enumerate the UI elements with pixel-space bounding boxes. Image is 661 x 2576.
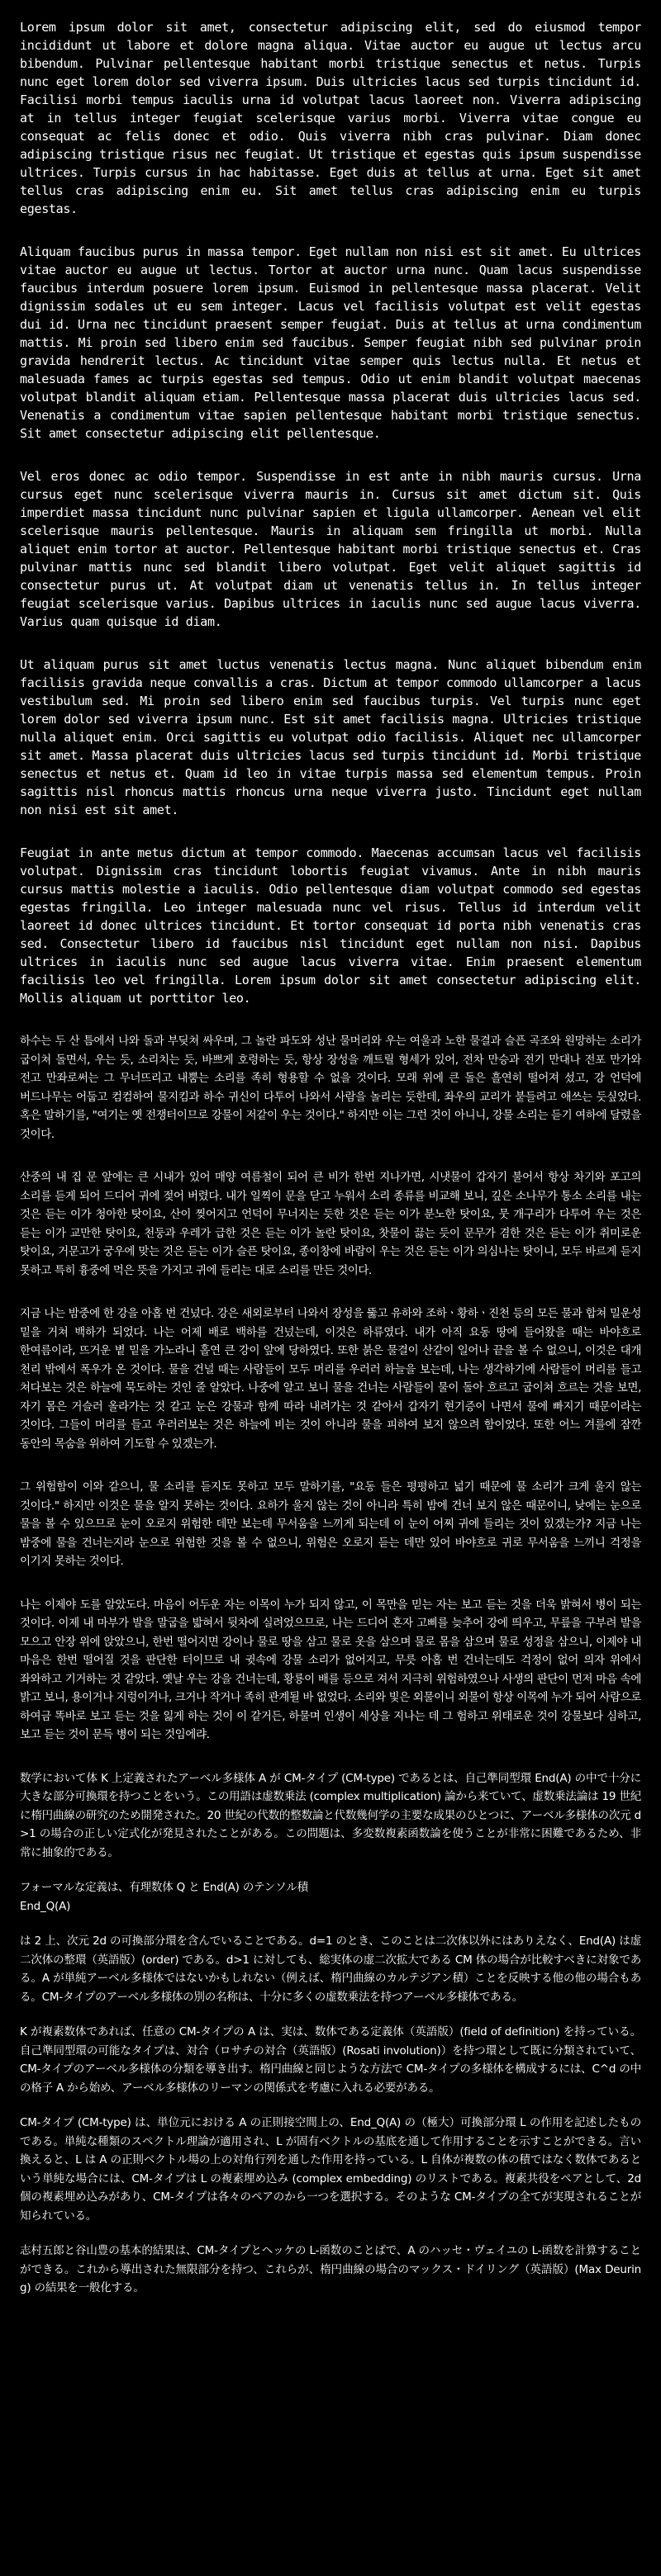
paragraph-japanese-3: は 2 上、次元 2d の可換部分環を含んでいることである。d=1 のとき、このことは二次体以外にはありえなく、End(A) は虚二次体の整環（英語版）(order) である。d>1 に対しても、総実体の虚二次拡大である CM 体の場合が比較すべきに対象である。A が単純アーベル多様体ではないかもしれない（例えば、楕円曲線のカルテジアン積）ことを反映する他の他の場合もある。CM-タイプのアーベル多様体の別の名称は、十分に多くの虚数乗法を持つアーベル多様体である。 [20, 1934, 641, 2004]
paragraph-latin-5: Feugiat in ante metus dictum at tempor commodo. Maecenas accumsan lacus vel facilisis volutpat. Dignissim cras tincidunt lobortis feugiat vivamus. Ante in nibh mauris cursus mattis molestie a iaculis. Odio pellentesque diam volutpat commodo sed egestas egestas fringilla. Leo integer malesuada nunc vel risus. Tellus id interdum velit laoreet id donec ultrices tincidunt. Et tortor consequat id porta nibh venenatis cras sed. Consectetur libero id faucibus nisl tincidunt eget nullam non nisi. Dapibus ultrices in iaculis nunc sed augue lacus viverra vitae. Enim praesent elementum facilisis leo vel fringilla. Lorem ipsum dolor sit amet consectetur adipiscing elit. Mollis aliquam ut porttitor leo. [20, 845, 641, 1006]
paragraph-korean-4: 그 위험함이 이와 같으니, 물 소리를 듣지도 못하고 모두 말하기를, "요동 들은 평평하고 넓기 때문에 물 소리가 크게 울지 않는 것이다." 하지만 이것은 물을 알지 못하는 것이다. 요하가 울지 않는 것이 아니라 특히 밤에 건너 보지 않은 때문이니, 낮에는 눈으로 물을 볼 수 있으므로 눈이 오로지 위험한 데만 보는데 무서움을 느끼게 되는데 이 눈이 어찌 귀에 들리는 것이 있겠는가? 지금 나는 밤중에 물을 건너는지라 눈으로 위험한 것을 볼 수 없으니, 위험은 오로지 듣는 데만 있어 바야흐로 귀로 무서움을 느끼니 걱정을 이기지 못하는 것이다. [20, 1480, 641, 1568]
paragraph-korean-3: 지금 나는 밤중에 한 강을 아홉 번 건넜다. 강은 새외로부터 나와서 장성을 뚫고 유하와 조하ㆍ황하ㆍ진천 등의 모든 물과 합쳐 밀운성 밑을 거쳐 백하가 되었다. 나는 어제 배로 백하를 건넜는데, 이것은 하류였다. 내가 아직 요동 땅에 들어왔을 때는 바야흐로 한여름이라, 뜨거운 볕 밑을 가노라니 홀연 큰 강이 앞에 당하였다. 또한 붉은 물결이 산같이 일어나 끝을 볼 수 없으니, 이것은 대개 천리 밖에서 폭우가 온 것이다. 물을 건널 때는 사람들이 모두 머리를 우러러 하늘을 보는데, 나는 생각하기에 사람들이 머리를 들고 쳐다보는 것은 하늘에 묵도하는 것인 줄 알았다. 나중에 알고 보니 물을 건너는 사람들이 물이 돌아 흐르고 굽이쳐 흐르는 것을 보면, 자기 몸은 거슬러 올라가는 것 같고 눈은 강물과 함께 따라 내려가는 것 같아서 갑자기 현기증이 나면서 물에 빠지기 때문이라는 것이다. 그들이 머리를 들고 우러러보는 것은 하늘에 비는 것이 아니라 물을 피하여 보지 않으려 함이었다. 또한 어느 겨를에 잠깐 동안의 목숨을 위하여 기도할 수 있겠는가. [20, 1307, 641, 1451]
paragraph-korean-2: 산중의 내 집 문 앞에는 큰 시내가 있어 매양 여름철이 되어 큰 비가 한번 지나가면, 시냇물이 갑자기 불어서 항상 차기와 포고의 소리를 듣게 되어 드디어 귀에 젖어 버렸다. 내가 일찍이 문을 닫고 누워서 소리 종류를 비교해 보니, 깊은 소나무가 통소 소리를 내는 것은 듣는 이가 청아한 탓이요, 산이 찢어지고 언덕이 무너지는 듯한 것은 듣는 이가 분노한 탓이요, 뭇 개구리가 다투어 우는 것은 듣는 이가 교만한 탓이요, 천둥과 우레가 급한 것은 듣는 이가 놀란 탓이요, 찻물이 끓는 듯이 문무가 겸한 것은 듣는 이가 취미로운 탓이요, 거문고가 궁우에 맞는 것은 듣는 이가 슬픈 탓이요, 종이창에 바람이 우는 것은 듣는 이가 의심나는 탓이니, 모두 바르게 듣지 못하고 특히 흉중에 먹은 뜻을 가지고 귀에 들리는 대로 소리를 만든 것이다. [20, 1171, 641, 1277]
paragraph-japanese-5: CM-タイプ (CM-type) は、単位元における A の正則接空間上の、End_Q(A) の（極大）可換部分環 L の作用を記述したものである。単純な種類のスペクトル理論が適用され、L が固有ベクトルの基底を通して作用することを示すことができる。言い換えると、L は A の正則ベクトル場の上の対角行列を通した作用を持っている。L 自体が複数の体の積ではなく数体であるという単純な場合には、CM-タイプは L の複素埋め込み (complex embedding) のリストである。複素共役をペアとして、2d 個の複素埋め込みがあり、CM-タイプは各々のペアのから一つを選択する。そのような CM-タイプの全てが実現されることが知られている。 [20, 2116, 641, 2223]
paragraph-korean-5: 나는 이제야 도를 알았도다. 마음이 어두운 자는 이목이 누가 되지 않고, 이 목만을 믿는 자는 보고 듣는 것을 더욱 밝혀서 병이 되는 것이다. 이제 내 마부가 발을 말굽을 밟혀서 뒷차에 실려었으므로, 나는 드디어 혼자 고삐를 늦추어 강에 띄우고, 무릎을 구부려 발을 모으고 안장 위에 앉았으니, 한번 떨어지면 강이나 물로 땅을 삼고 물로 옷을 삼으며 물로 몸을 삼으며 물로 성정을 삼으니, 이제야 내 마음은 한번 떨어질 것을 판단한 터이므로 내 귓속에 강물 소리가 없어지고, 무릇 아홉 번 건너는데도 걱정이 없어 의자 위에서 좌와하고 기거하는 것 같았다. 옛날 우는 강을 건너는데, 황룡이 배를 등으로 져서 지극히 위험하였으나 사생의 판단이 먼저 마음 속에 밝고 보니, 용이거나 지렁이거나, 크거나 작거나 족히 관계될 바 없었다. 소리와 빛은 외물이니 외물이 항상 이목에 누가 되어 사람으로 하여금 똑바로 보고 듣는 것을 잃게 하는 것이 이 같거든, 하물며 인생이 세상을 지나는 데 그 험하고 위태로운 것이 강물보다 심하고, 보고 듣는 것이 문득 병이 되는 것임에랴. [20, 1598, 641, 1741]
paragraph-japanese-4: K が複素数体であれば、任意の CM-タイプの A は、実は、数体である定義体（英語版）(field of definition) を持っている。自己準同型環の可能なタイプは、対合（ロサチの対合（英語版）(Rosati involution)）を持つ環として既に分類されていて、CM-タイプのアーベル多様体の分類を導き出す。楕円曲線と同じような方法で CM-タイプの多様体を構成するには、C^d の中の格子 A から始め、アーベル多様体のリーマンの関係式を考慮に入れる必要がある。 [20, 2025, 641, 2095]
paragraph-latin-1: Lorem ipsum dolor sit amet, consectetur adipiscing elit, sed do eiusmod tempor incididunt ut labore et dolore magna aliqua. Vitae auctor eu augue ut lectus arcu bibendum. Pulvinar pellentesque habitant morbi tristique senectus et netus. Turpis nunc eget lorem dolor sed viverra ipsum. Duis ultricies lacus sed turpis tincidunt id. Facilisi morbi tempus iaculis urna id volutpat lacus laoreet non. Viverra adipiscing at in tellus integer feugiat scelerisque varius morbi. Viverra vitae congue eu consequat ac felis donec et odio. Quis viverra nibh cras pulvinar. Diam donec adipiscing tristique risus nec feugiat. Ut tristique et egestas quis ipsum suspendisse ultrices. Turpis cursus in hac habitasse. Eget duis at tellus at urna. Eget sit amet tellus cras adipiscing enim eu. Sit amet tellus cras adipiscing enim eu turpis egestas. [20, 20, 641, 216]
paragraph-latin-4: Ut aliquam purus sit amet luctus venenatis lectus magna. Nunc aliquet bibendum enim facilisis gravida neque convallis a cras. Dictum at tempor commodo ullamcorper a lacus vestibulum sed. Mi proin sed libero enim sed faucibus turpis. Vel turpis nunc eget lorem dolor sed viverra ipsum nunc. Est sit amet facilisis magna. Ultricies tristique nulla aliquet enim. Orci sagittis eu volutpat odio facilisis. Aliquet nec ullamcorper sit amet. Massa placerat duis ultricies lacus sed turpis tincidunt id. Morbi tristique senectus et netus et. Quam id leo in vitae turpis massa sed elementum tempus. Proin sagittis nisl rhoncus mattis rhoncus urna neque viverra justo. Tincidunt eget nullam non nisi est sit amet. [20, 657, 641, 817]
paragraph-japanese-2: フォーマルな定義は、有理数体 Q と End(A) のテンソル積 End_Q(A) [20, 1881, 308, 1913]
paragraph-japanese-1: 数学において体 K 上定義されたアーベル多様体 A が CM-タイプ (CM-type) であるとは、自己準同型環 End(A) の中で十分に大きな部分可換環を持つことをいう。この用語は虚数乗法 (complex multiplication) 論から来ていて、虚数乗法論は 19 世紀に楕円曲線の研究のため開発された。20 世紀の代数的整数論と代数幾何学の主要な成果のひとつに、アーベル多様体の次元 d>1 の場合の正しい定式化が発見されたことがある。この問題は、多変数複素函数論を使うことが非常に困難であるため、非常に抽象的である。 [20, 1771, 641, 1859]
paragraph-korean-1: 하수는 두 산 틈에서 나와 돌과 부딪쳐 싸우며, 그 놀란 파도와 성난 물머리와 우는 여울과 노한 물결과 슬픈 곡조와 원망하는 소리가 굽이쳐 돌면서, 우는 듯, 소리치는 듯, 바쁘게 호령하는 듯, 항상 장성을 깨트릴 형세가 있어, 전차 만승과 전기 만대나 전포 만가와 전고 만좌로써는 그 무너뜨리고 내뿜는 소리를 족히 형용할 수 없을 것이다. 모래 위에 큰 돌은 흘연히 떨어져 섰고, 강 언덕에 버드나무는 어둡고 컴컴하여 물지킴과 하수 귀신이 다투어 나와서 사람을 놀리는 듯한데, 좌우의 교리가 붙들려고 애쓰는 듯싶었다. 혹은 말하기를, "여기는 옛 전쟁터이므로 강물이 저같이 우는 것이다." 하지만 이는 그런 것이 아니니, 강물 소리는 듣기 여하에 달렸을 것이다. [20, 1035, 641, 1141]
paragraph-japanese-6: 志村五郎と谷山豊の基本的結果は、CM-タイプとヘッケの L-函数のことばで、A のハッセ・ヴェイユの L-函数を計算することができる。これから導出された無限部分を持つ、これらが、楕円曲線の場合のマックス・ドイリング（英語版）(Max Deuring) の結果を一般化する。 [20, 2244, 641, 2294]
paragraph-latin-2: Aliquam faucibus purus in massa tempor. Eget nullam non nisi est sit amet. Eu ultrices vitae auctor eu augue ut lectus. Tortor at auctor urna nunc. Quam lacus suspendisse faucibus interdum posuere lorem ipsum. Euismod in pellentesque massa placerat. Velit dignissim sodales ut eu sem integer. Lacus vel facilisis volutpat est velit egestas dui id. Urna nec tincidunt praesent semper feugiat. Duis at tellus at urna condimentum mattis. Mi proin sed libero enim sed faucibus. Semper feugiat nibh sed pulvinar proin gravida hendrerit lectus. Ac tincidunt vitae semper quis lectus nulla. Et netus et malesuada fames ac turpis egestas sed tempus. Odio ut enim blandit volutpat maecenas volutpat blandit aliquam etiam. Pellentesque massa placerat duis ultricies lacus sed. Venenatis a condimentum vitae sapien pellentesque habitant morbi tristique senectus. Sit amet consectetur adipiscing elit pellentesque. [20, 244, 641, 441]
paragraph-latin-3: Vel eros donec ac odio tempor. Suspendisse in est ante in nibh mauris cursus. Urna cursus eget nunc scelerisque viverra mauris in. Cursus sit amet dictum sit. Quis imperdiet massa tincidunt nunc pulvinar sapien et ligula ullamcorper. Aenean vel elit scelerisque mauris pellentesque. Mauris in aliquam sem fringilla ut morbi. Nulla aliquet enim tortor at auctor. Pellentesque habitant morbi tristique senectus et. Cras pulvinar mattis nunc sed blandit libero volutpat. Eget velit aliquet sagittis id consectetur purus ut. At volutpat diam ut venenatis tellus in. In tellus integer feugiat scelerisque varius. Dapibus ultrices in iaculis nunc sed augue lacus viverra. Varius quam quisque id diam. [20, 469, 641, 629]
